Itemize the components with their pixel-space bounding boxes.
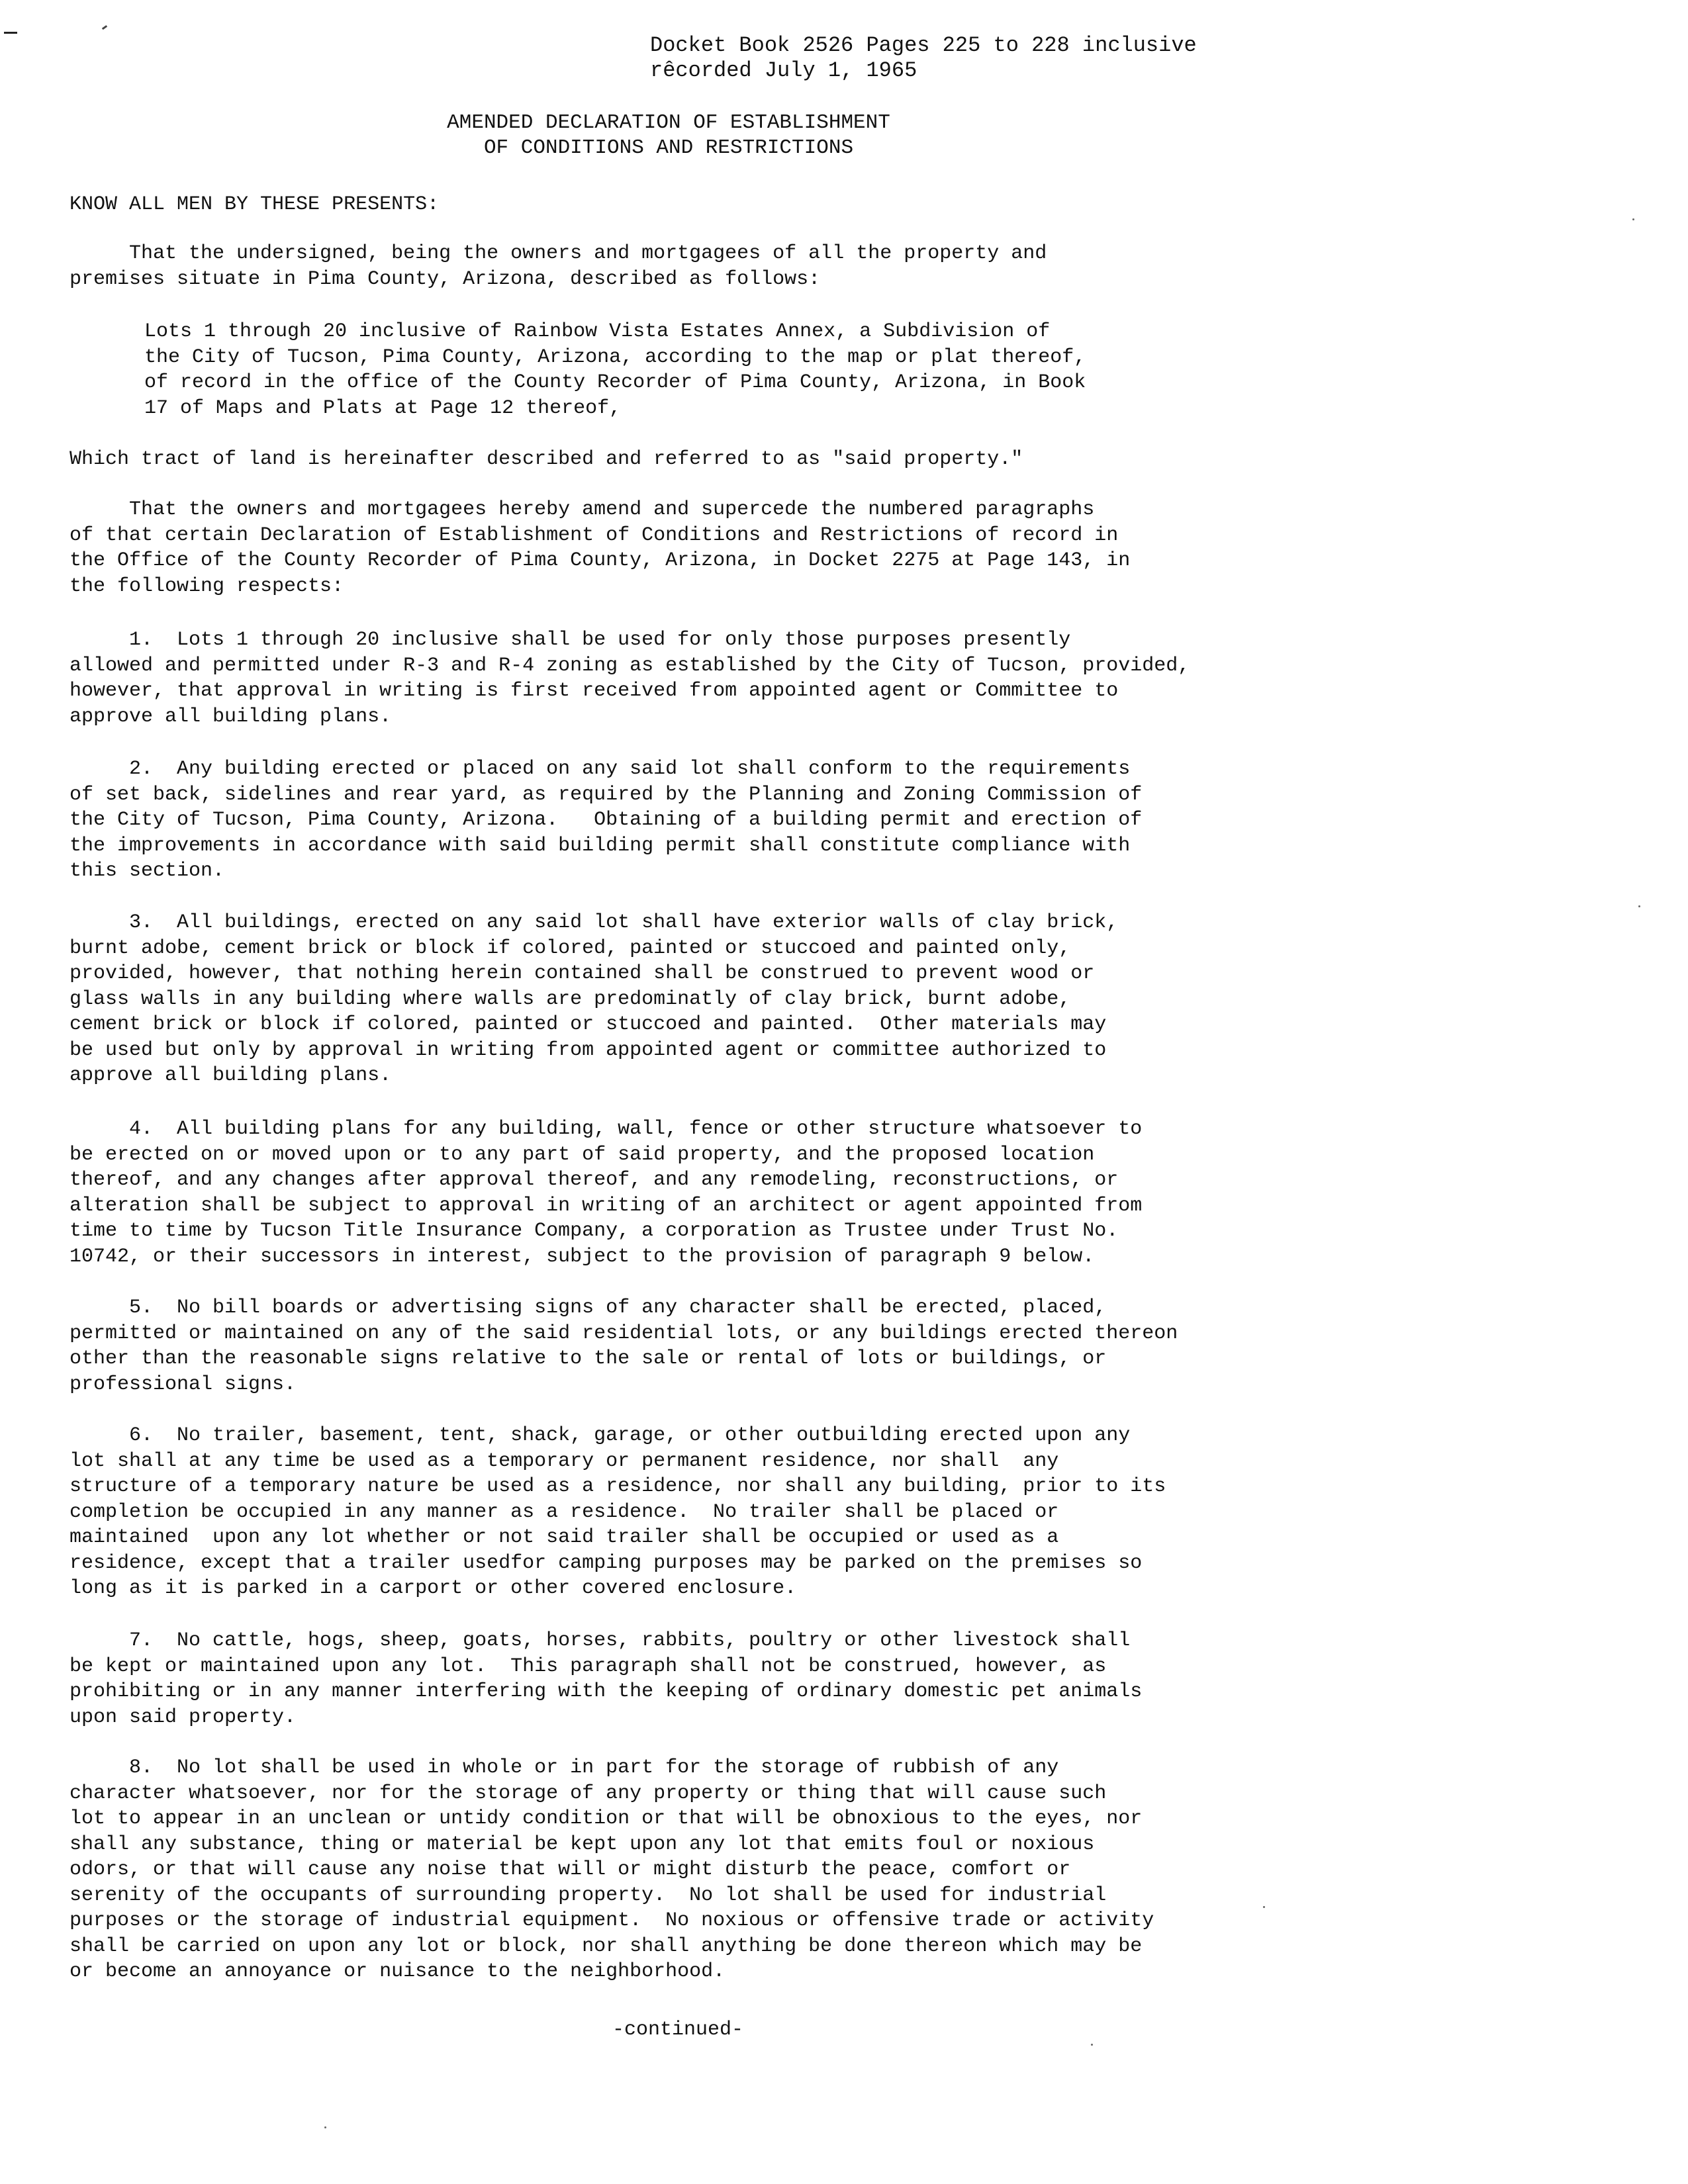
restriction-paragraph-1: 1. Lots 1 through 20 inclusive shall be used for only those purposes presently allowed and permitted under R-3 and R-4 zoning as established by the City of Tucson, provided, however, that approval in writing is first received from appointed agent or Committee to approve all building plans. [70,629,1190,728]
title-line-1: AMENDED DECLARATION OF ESTABLISHMENT [447,111,890,134]
continued-footer: -continued- [612,2019,744,2041]
opening-phrase: KNOW ALL MEN BY THESE PRESENTS: [70,193,440,216]
docket-header [650,33,1312,83]
scan-speck [1091,2044,1093,2046]
restriction-paragraph-6: 6. No trailer, basement, tent, shack, garage, or other outbuilding erected upon any lot shall at any time be used as a temporary or permanent residence, nor shall any structure of a temporary nature be used as a residence, nor shall any building, prior to its completion be occupied in any manner as a residence. No trailer shall be placed or maintained upon any lot whether or not said trailer shall be occupied or used as a residence, except that a trailer usedfor camping purposes may be parked on the premises so long as it is parked in a carport or other covered enclosure. [70,1424,1166,1600]
recorded-line: rêcorded July 1, 1965 [650,58,917,83]
title-line-2: OF CONDITIONS AND RESTRICTIONS [483,136,854,159]
restriction-paragraph-3: 3. All buildings, erected on any said lot shall have exterior walls of clay brick, burnt adobe, cement brick or block if colored, painted or stuccoed and painted only, provided, however, that nothing herein contained shall be construed to prevent wood or glass walls in any building where walls are predominatly of clay brick, burnt adobe, cement brick or block if colored, painted or stuccoed and painted. Other materials may be used but only by approval in writing from appointed agent or committee authorized to approve all building plans. [70,911,1119,1087]
restriction-paragraph-2: 2. Any building erected or placed on any said lot shall conform to the requirements of set back, sidelines and rear yard, as required by the Planning and Zoning Commission of the City of Tucson, Pima County, Arizona. Obtaining of a building permit and erection of the improvements in accordance with said building permit shall constitute compliance with this section. [70,758,1143,882]
scan-mark [102,25,107,30]
restriction-paragraph-4: 4. All building plans for any building, wall, fence or other structure whatsoever to be erected on or moved upon or to any part of said property, and the proposed location thereof, and any changes after approval thereof, and any remodeling, reconstructions, or alteration shall be subject to approval in writing of an architect or agent appointed from time to time by Tucson Title Insurance Company, a corporation as Trustee under Trust No. 10742, or their successors in interest, subject to the provision of paragraph 9 below. [70,1118,1143,1268]
restriction-paragraph-5: 5. No bill boards or advertising signs of any character shall be erected, placed, permitted or maintained on any of the said residential lots, or any buildings erected thereon other than the reasonable signs relative to the sale or rental of lots or buildings, or professional signs. [70,1297,1178,1396]
restriction-paragraph-8: 8. No lot shall be used in whole or in part for the storage of rubbish of any character whatsoever, nor for the storage of any property or thing that will cause such lot to appear in an unclean or untidy condition or that will be obnoxious to the eyes, nor shall any substance, thing or material be kept upon any lot that emits foul or noxious odors, or that will cause any noise that will or might disturb the peace, comfort or serenity of the occupants of surrounding property. No lot shall be used for industrial purposes or the storage of industrial equipment. No noxious or offensive trade or activity shall be carried on upon any lot or block, nor shall anything be done thereon which may be or become an annoyance or nuisance to the neighborhood. [70,1756,1154,1983]
legal-description: Lots 1 through 20 inclusive of Rainbow Vista Estates Annex, a Subdivision of the City of Tucson, Pima County, Arizona, according to the map or plat thereof, of record in the office of the County Recorder of Pima County, Arizona, in Book 17 of Maps and Plats at Page 12 thereof, [144,320,1086,420]
restriction-paragraph-7: 7. No cattle, hogs, sheep, goats, horses, rabbits, poultry or other livestock shall be kept or maintained upon any lot. This paragraph shall not be construed, however, as prohibiting or in any manner interfering with the keeping of ordinary domestic pet animals upon said property. [70,1629,1143,1729]
scan-speck [1632,218,1634,220]
preamble-paragraph: That the undersigned, being the owners and mortgagees of all the property and premises situate in Pima County, Arizona, described as follows: [70,242,1047,291]
scan-mark [4,32,17,34]
scan-speck [1263,1906,1265,1908]
document-title [371,111,966,161]
scan-speck [324,2126,326,2128]
amendment-paragraph: That the owners and mortgagees hereby amend and supercede the numbered paragraphs of that certain Declaration of Establishment of Conditions and Restrictions of record in the Office of the County Recorder of Pima County, Arizona, in Docket 2275 at Page 143, in the following respects: [70,498,1131,598]
tract-statement: Which tract of land is hereinafter described and referred to as "said property." [70,448,1023,471]
scan-speck [1638,905,1640,907]
docket-line: Docket Book 2526 Pages 225 to 228 inclusive [650,33,1197,58]
